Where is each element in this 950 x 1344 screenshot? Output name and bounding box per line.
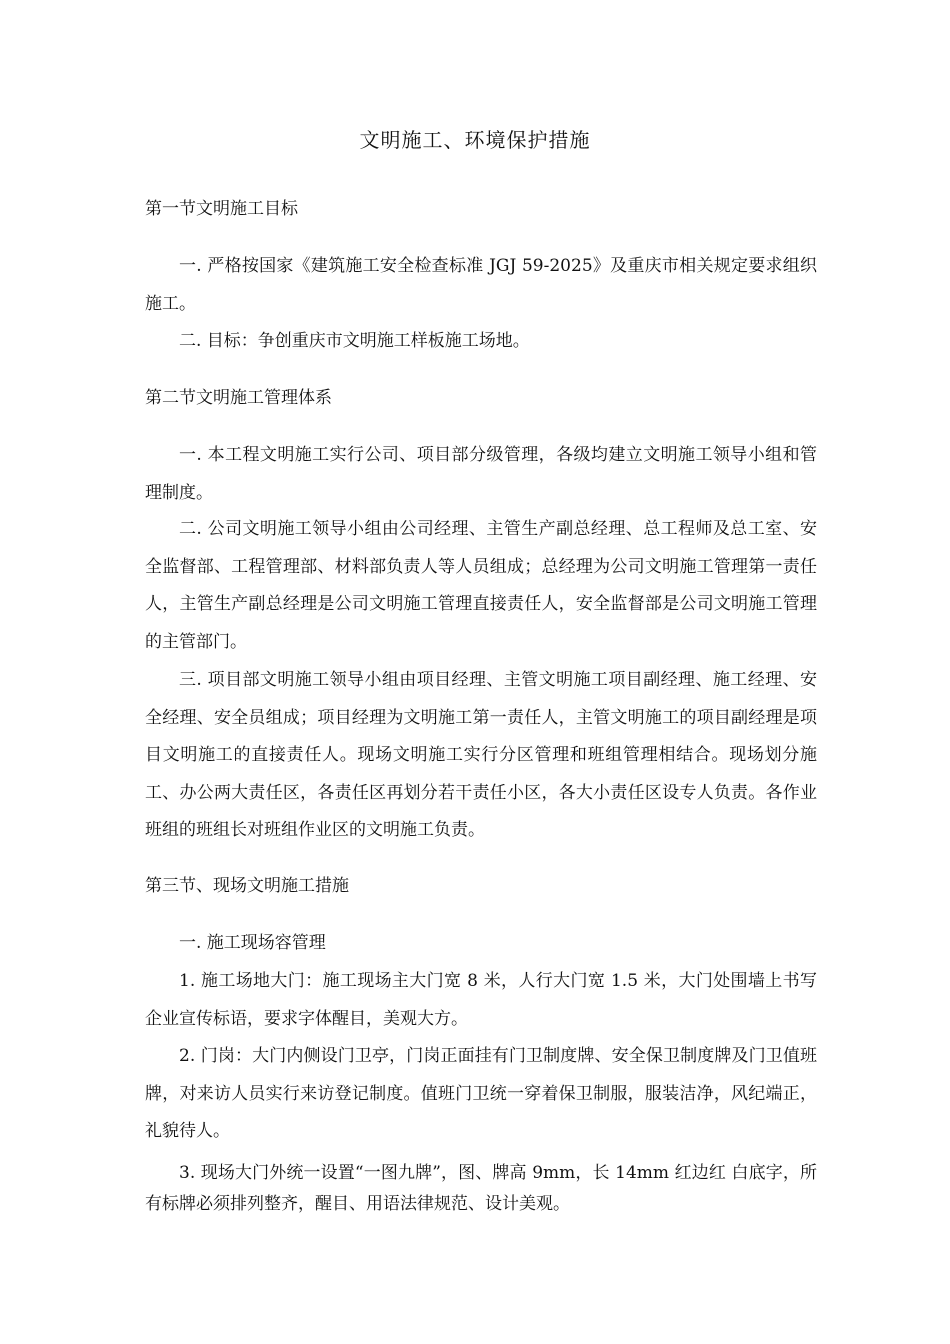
paragraph-2-3: 三. 项目部文明施工领导小组由项目经理、主管文明施工项目副经理、施工经理、安全经理、安全员组成；项目经理为文明施工第一责任人，主管文明施工的项目副经理是项目文明施工的直接责任人。现场文明施工实行分区管理和班组管理相结合。现场划分施工、办公两大责任区，各责任区再划分若干责任小区，各大小责任区设专人负责。各作业班组的班组长对班组作业区的文明施工负责。: [145, 670, 817, 840]
paragraph-3-1: 一. 施工现场容管理: [179, 933, 326, 953]
section-heading-2: 第二节文明施工管理体系: [145, 388, 332, 408]
paragraph-2-2: 二. 公司文明施工领导小组由公司经理、主管生产副总经理、总工程师及总工室、安全监督部、工程管理部、材料部负责人等人员组成；总经理为公司文明施工管理第一责任人，主管生产副总经理是公司文明施工管理直接责任人，安全监督部是公司文明施工管理的主管部门。: [145, 519, 817, 652]
paragraph-1-1: 一. 严格按国家《建筑施工安全检查标准 JGJ 59-2025》及重庆市相关规定要求组织施工。: [145, 256, 817, 314]
section-heading-1: 第一节文明施工目标: [145, 199, 298, 219]
paragraph-1-2: 二. 目标：争创重庆市文明施工样板施工场地。: [179, 331, 530, 351]
paragraph-3-4: 3. 现场大门外统一设置“一图九牌”，图、牌高 9mm，长 14mm 红边红 白底字，所有标牌必须排列整齐，醒目、用语法律规范、设计美观。: [145, 1163, 817, 1214]
section-heading-3: 第三节、现场文明施工措施: [145, 876, 349, 896]
paragraph-2-1: 一. 本工程文明施工实行公司、项目部分级管理，各级均建立文明施工领导小组和管理制度。: [145, 445, 817, 503]
paragraph-3-3: 2. 门岗：大门内侧设门卫亭，门岗正面挂有门卫制度牌、安全保卫制度牌及门卫值班牌，对来访人员实行来访登记制度。值班门卫统一穿着保卫制服，服装洁净，风纪端正，礼貌待人。: [145, 1046, 817, 1141]
document-title: 文明施工、环境保护措施: [359, 128, 591, 152]
paragraph-3-2: 1. 施工场地大门：施工现场主大门宽 8 米，人行大门宽 1.5 米，大门处围墙上书写企业宣传标语，要求字体醒目，美观大方。: [145, 971, 817, 1029]
